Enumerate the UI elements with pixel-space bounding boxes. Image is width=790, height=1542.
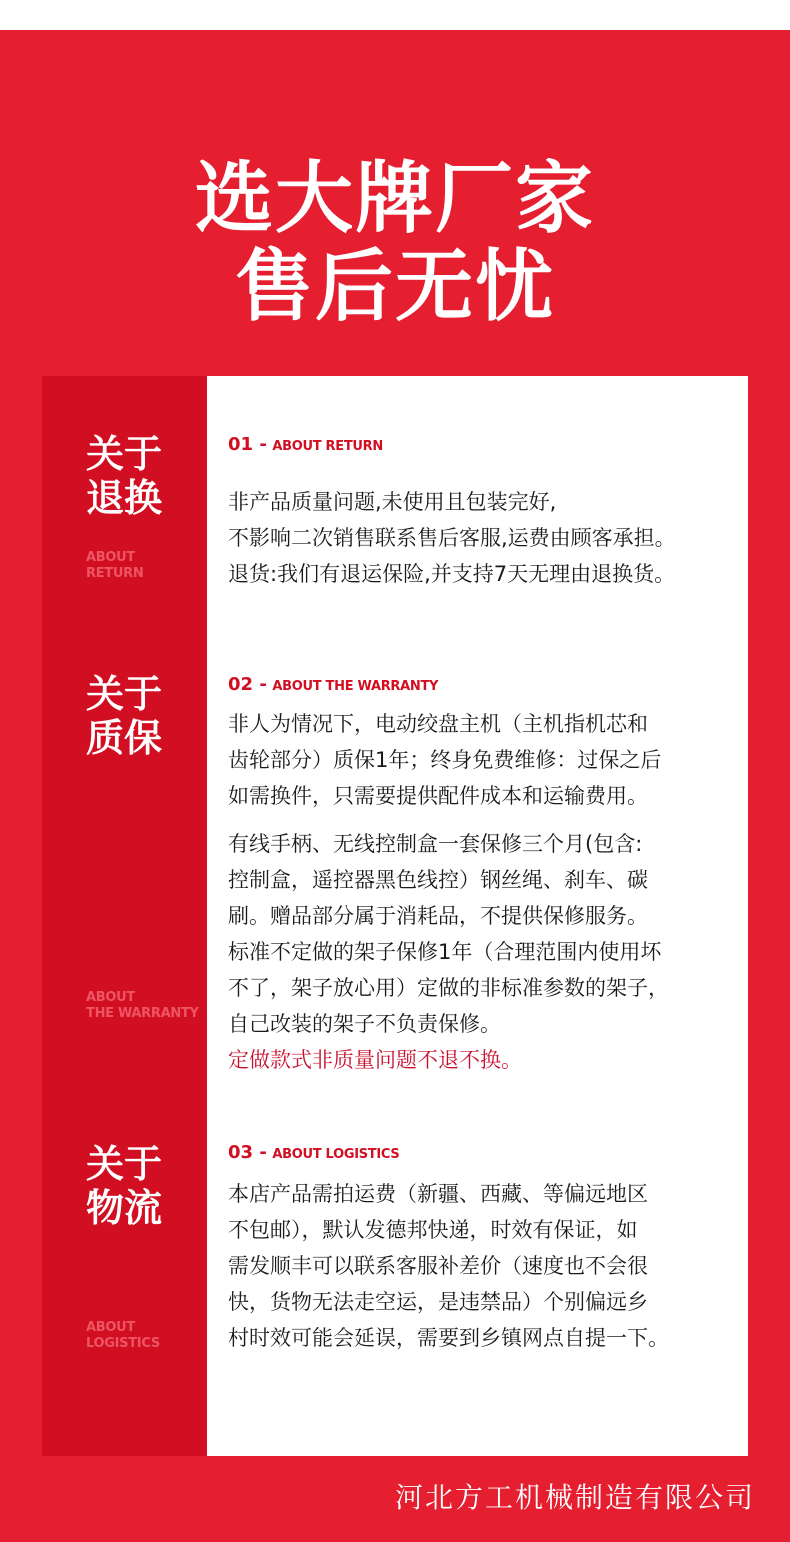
section-body-warranty-accessories <box>228 826 748 1078</box>
section-label-text: ABOUT LOGISTICS <box>272 1147 400 1162</box>
sidebar <box>42 376 207 1456</box>
sidebar-title-line: 质保 <box>86 716 163 760</box>
body-line: 不影响二次销售联系售后客服,运费由顾客承担。 <box>228 526 676 550</box>
body-line: 快，货物无法走空运，是违禁品）个别偏远乡 <box>228 1290 648 1314</box>
sidebar-subtitle-line: THE WARRANTY <box>86 1006 199 1021</box>
section-body-warranty <box>228 706 748 814</box>
body-line: 不包邮），默认发德邦快递，时效有保证，如 <box>228 1218 638 1242</box>
body-line: 非人为情况下，电动绞盘主机（主机指机芯和 <box>228 712 648 736</box>
sidebar-title-line: 关于 <box>86 1142 163 1186</box>
body-line: 控制盒，遥控器黑色线控）钢丝绳、刹车、碳 <box>228 868 648 892</box>
body-line: 自己改装的架子不负责保修。 <box>228 1012 501 1036</box>
sidebar-title-return <box>86 432 162 520</box>
section-label-return <box>228 434 383 455</box>
sidebar-title-warranty <box>86 672 162 760</box>
sidebar-subtitle-warranty <box>86 990 199 1022</box>
sidebar-subtitle-logistics <box>86 1320 160 1352</box>
section-body-return <box>228 484 748 592</box>
sidebar-title-logistics <box>86 1142 162 1230</box>
body-line: 如需换件，只需要提供配件成本和运输费用。 <box>228 784 648 808</box>
sidebar-subtitle-line: ABOUT <box>86 1320 135 1335</box>
sidebar-subtitle-line: ABOUT <box>86 990 135 1005</box>
sidebar-title-line: 退换 <box>86 476 163 520</box>
body-line: 退货:我们有退运保险,并支持7天无理由退换货。 <box>228 562 676 586</box>
section-number: 01 - <box>228 434 267 455</box>
body-line: 有线手柄、无线控制盒一套保修三个月(包含: <box>228 832 643 856</box>
headline <box>0 155 790 331</box>
sidebar-subtitle-line: LOGISTICS <box>86 1336 160 1351</box>
sidebar-subtitle-return <box>86 550 143 582</box>
section-label-text: ABOUT THE WARRANTY <box>272 679 439 694</box>
section-number: 02 - <box>228 674 267 695</box>
sidebar-title-line: 关于 <box>86 432 163 476</box>
headline-line-2: 售后无忧 <box>234 242 555 332</box>
body-line: 标准不定做的架子保修1年（合理范围内使用坏 <box>228 940 662 964</box>
body-line: 需发顺丰可以联系客服补差价（速度也不会很 <box>228 1254 648 1278</box>
body-line: 刷。赠品部分属于消耗品，不提供保修服务。 <box>228 904 648 928</box>
section-label-logistics <box>228 1142 399 1163</box>
section-label-warranty <box>228 674 438 695</box>
warranty-note: 定做款式非质量问题不退不换。 <box>228 1048 522 1072</box>
info-card <box>42 376 748 1456</box>
body-line: 村时效可能会延误，需要到乡镇网点自提一下。 <box>228 1326 669 1350</box>
body-line: 不了，架子放心用）定做的非标准参数的架子， <box>228 976 669 1000</box>
body-line: 本店产品需拍运费（新疆、西藏、等偏远地区 <box>228 1182 648 1206</box>
section-number: 03 - <box>228 1142 267 1163</box>
section-body-logistics <box>228 1176 748 1356</box>
headline-line-1: 选大牌厂家 <box>194 154 595 244</box>
sidebar-subtitle-line: RETURN <box>86 566 144 581</box>
body-line: 非产品质量问题,未使用且包装完好, <box>228 490 557 514</box>
body-line: 齿轮部分）质保1年；终身免费维修：过保之后 <box>228 748 662 772</box>
sidebar-title-line: 物流 <box>86 1186 163 1230</box>
company-name: 河北方工机械制造有限公司 <box>394 1481 755 1514</box>
section-label-text: ABOUT RETURN <box>272 439 383 454</box>
sidebar-subtitle-line: ABOUT <box>86 550 135 565</box>
sidebar-title-line: 关于 <box>86 672 163 716</box>
